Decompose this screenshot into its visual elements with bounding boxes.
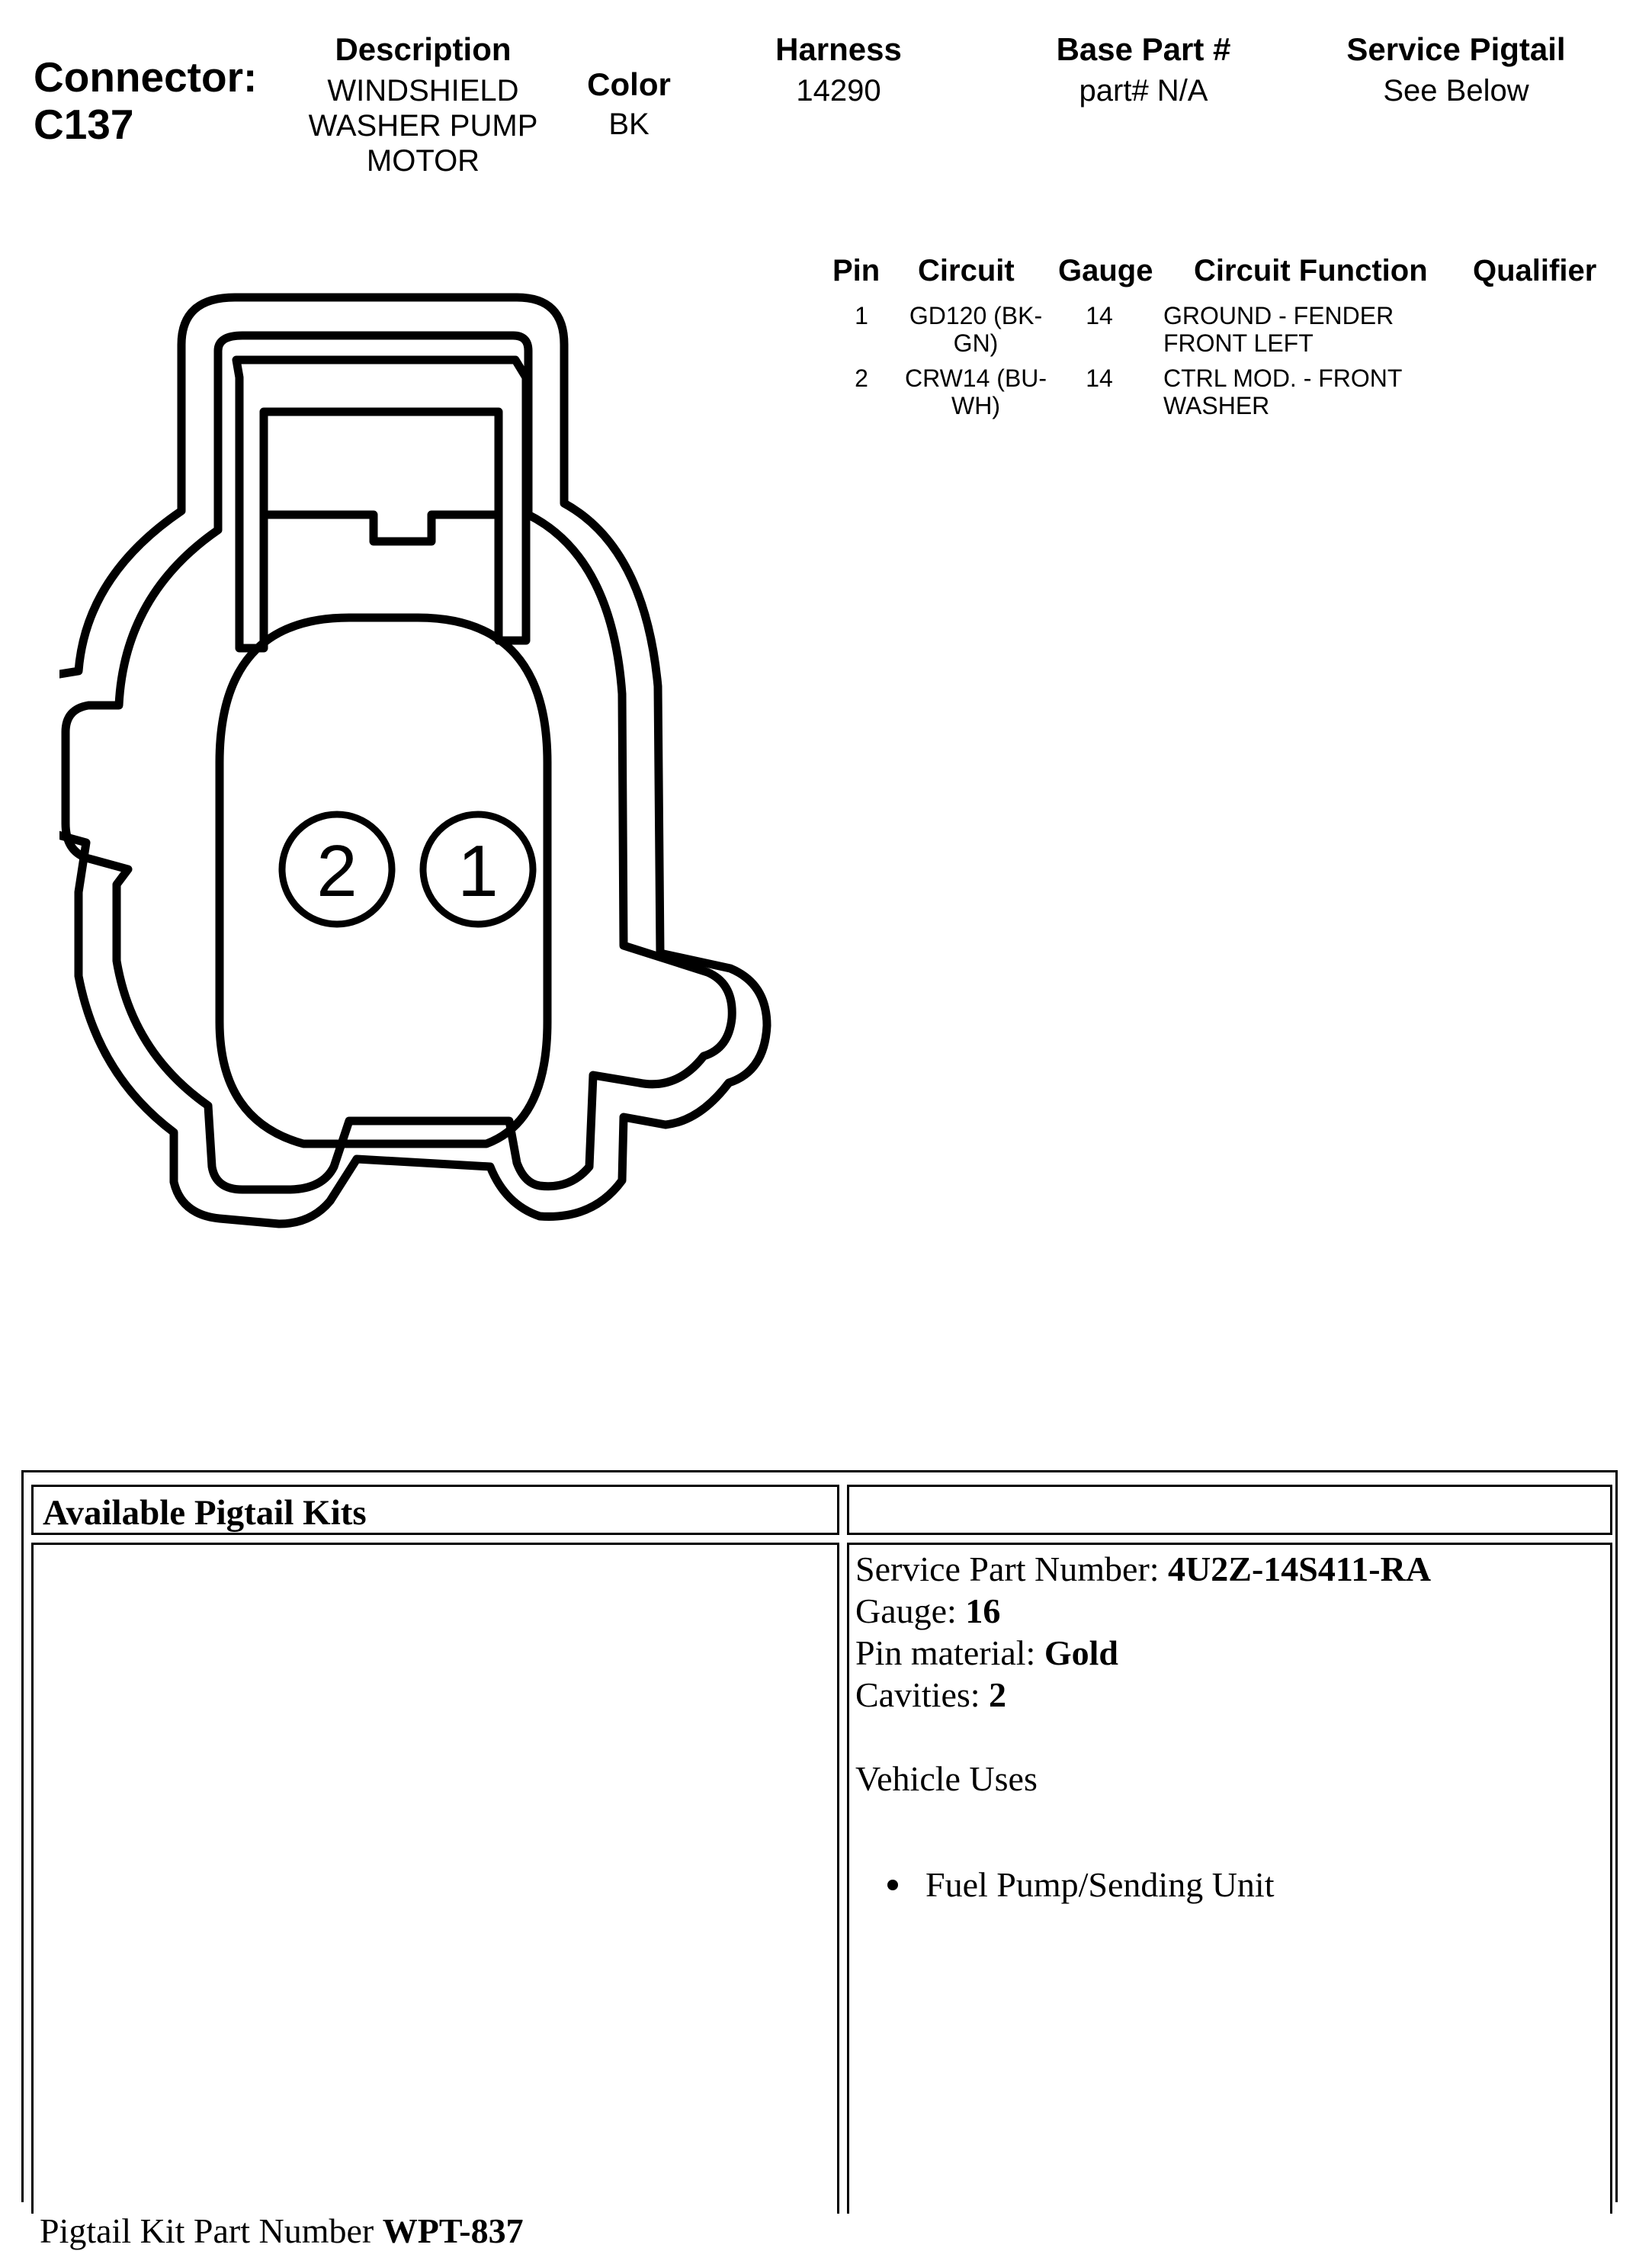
- cavity-2-label: 2: [316, 830, 358, 912]
- service-part-number-line: [855, 1548, 1431, 1590]
- pin-material-value: Gold: [1044, 1633, 1118, 1672]
- service-part-label: Service Part Number:: [855, 1549, 1169, 1588]
- gauge-label: Gauge:: [855, 1591, 966, 1630]
- pigtail-kits-table: [21, 1470, 1618, 2250]
- pin-material-line: [855, 1632, 1431, 1674]
- service-pigtail-column: [1311, 31, 1601, 108]
- circuit-header: Circuit: [918, 254, 1015, 287]
- connector-label: Connector:: [34, 53, 258, 101]
- circuit-cell: [900, 302, 1052, 357]
- pigtail-kits-title: Available Pigtail Kits: [43, 1493, 367, 1533]
- cavities-label: Cavities:: [855, 1675, 990, 1714]
- circuit-line: GN): [953, 329, 999, 357]
- list-item: [887, 1864, 1274, 1906]
- connector-id: C137: [34, 101, 134, 148]
- circuit-line: CRW14 (BU-: [904, 364, 1047, 392]
- description-column: [290, 31, 557, 178]
- pigtail-kit-image-cell: [31, 1543, 839, 2250]
- function-cell: [1163, 302, 1438, 357]
- cavities-value: 2: [989, 1675, 1007, 1714]
- description-line: MOTOR: [366, 144, 480, 178]
- cavities-line: [855, 1674, 1431, 1716]
- harness-header: Harness: [775, 31, 902, 67]
- pigtail-kits-title-spacer: [847, 1485, 1612, 1535]
- vehicle-use-text: Fuel Pump/Sending Unit: [925, 1865, 1275, 1904]
- pin-material-label: Pin material:: [855, 1633, 1044, 1672]
- kit-part-value: WPT-837: [382, 2211, 524, 2250]
- kit-part-label: Pigtail Kit Part Number: [40, 2211, 383, 2250]
- pigtail-kits-title-cell: [31, 1485, 839, 1535]
- pin-header: Pin: [832, 254, 881, 287]
- cavity-1-label: 1: [457, 830, 499, 912]
- vehicle-uses-list: [887, 1864, 1274, 1906]
- color-value: BK: [608, 108, 650, 141]
- qualifier-header: Qualifier: [1473, 254, 1597, 287]
- description-line: WINDSHIELD: [327, 74, 519, 108]
- circuit-cell: [900, 364, 1052, 419]
- function-cell: [1163, 364, 1438, 419]
- circuit-line: WH): [951, 392, 1000, 419]
- description-line: WASHER PUMP: [308, 109, 538, 143]
- function-line: GROUND - FENDER: [1163, 302, 1394, 329]
- gauge-cell: 14: [1086, 364, 1113, 392]
- gauge-cell: 14: [1086, 302, 1113, 329]
- latch-outline: [236, 360, 526, 648]
- gauge-header: Gauge: [1058, 254, 1153, 287]
- base-part-value: part# N/A: [1079, 74, 1208, 108]
- housing-inner-outline: [66, 336, 732, 1190]
- color-header: Color: [587, 66, 671, 102]
- gauge-line: [855, 1590, 1431, 1632]
- base-part-header: Base Part #: [1056, 31, 1231, 67]
- pigtail-kit-part-number: [40, 2211, 524, 2251]
- base-part-column: [1014, 31, 1273, 108]
- service-part-value: 4U2Z-14S411-RA: [1168, 1549, 1432, 1588]
- harness-value: 14290: [796, 74, 881, 108]
- latch-slot: [264, 515, 499, 541]
- bullet-icon: [887, 1880, 898, 1890]
- description-header: Description: [335, 31, 512, 67]
- harness-column: [739, 31, 938, 108]
- pin-number: 2: [855, 364, 868, 392]
- function-line: WASHER: [1163, 392, 1270, 419]
- circuit-line: GD120 (BK-: [909, 302, 1043, 329]
- function-line: CTRL MOD. - FRONT: [1163, 364, 1403, 392]
- pigtail-kit-details: [855, 1548, 1431, 1800]
- circuit-function-header: Circuit Function: [1194, 254, 1428, 287]
- pin-number: 1: [855, 302, 868, 329]
- service-pigtail-header: Service Pigtail: [1346, 31, 1566, 67]
- connector-title: [34, 53, 257, 148]
- pigtail-kit-details-cell: [847, 1543, 1612, 2214]
- gauge-value: 16: [965, 1591, 1001, 1630]
- vehicle-uses-heading: Vehicle Uses: [855, 1759, 1038, 1798]
- service-pigtail-value: See Below: [1383, 74, 1529, 108]
- connector-face-diagram: [59, 290, 791, 1251]
- color-column: [564, 66, 694, 142]
- function-line: FRONT LEFT: [1163, 329, 1314, 357]
